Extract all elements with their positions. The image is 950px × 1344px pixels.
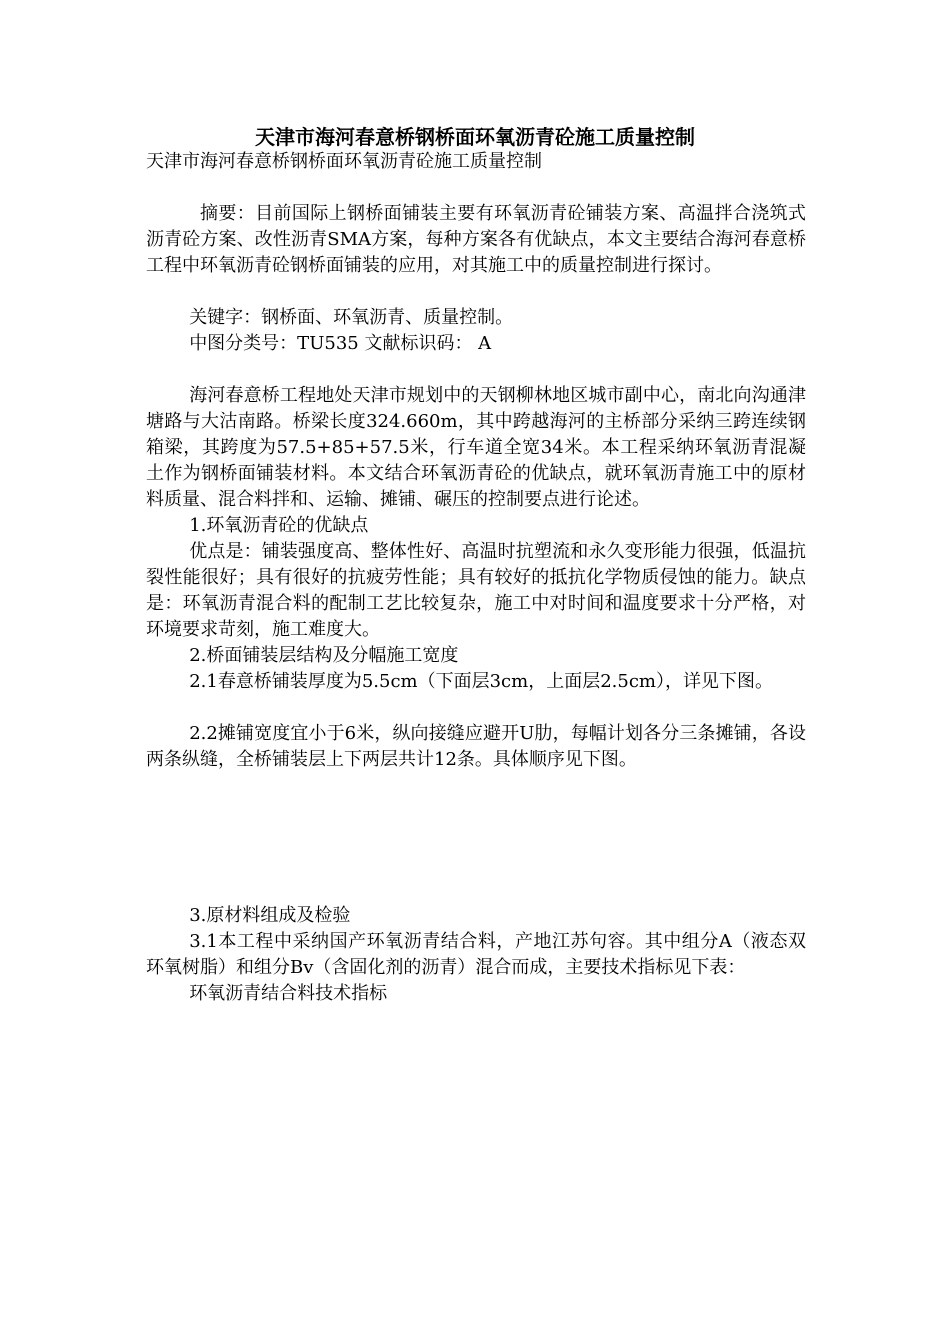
classification-line: 中图分类号：TU535 文献标识码： A	[189, 333, 492, 354]
document-title: 天津市海河春意桥钢桥面环氧沥青砼施工质量控制	[255, 125, 695, 149]
section3-1-paragraph: 3.1本工程中采纳国产环氧沥青结合料，产地江苏句容。其中组分A（液态双环氧树脂）和组分Bv（含固化剂的沥青）混合而成，主要技术指标见下表：	[146, 931, 806, 978]
document-subtitle: 天津市海河春意桥钢桥面环氧沥青砼施工质量控制	[146, 151, 542, 172]
section2-1-paragraph: 2.1春意桥铺装厚度为5.5cm（下面层3cm，上面层2.5cm），详见下图。	[189, 671, 773, 692]
spacer	[146, 695, 806, 721]
keywords-line: 关键字：钢桥面、环氧沥青、质量控制。	[189, 307, 514, 328]
section2-heading: 2.桥面铺装层结构及分幅施工宽度	[189, 645, 459, 666]
section2-2-paragraph: 2.2摊铺宽度宜小于6米，纵向接缝应避开U肋，每幅计划各分三条摊铺，各设两条纵缝，全桥铺装层上下两层共计12条。具体顺序见下图。	[146, 723, 806, 770]
spacer	[146, 279, 806, 305]
spacer	[146, 175, 806, 201]
intro-paragraph: 海河春意桥工程地处天津市规划中的天钢柳林地区城市副中心，南北向沟通津塘路与大沽南路。桥梁长度324.660m，其中跨越海河的主桥部分采纳三跨连续钢箱梁，其跨度为57.5+85+57.5米，行车道全宽34米。本工程采纳环氧沥青混凝土作为钢桥面铺装材料。本文结合环氧沥青砼的优缺点，就环氧沥青施工中的原材料质量、混合料拌和、运输、摊铺、碾压的控制要点进行论述。	[146, 385, 806, 510]
section1-heading: 1.环氧沥青砼的优缺点	[189, 515, 369, 536]
table-caption: 环氧沥青结合料技术指标	[189, 983, 388, 1004]
section3-heading: 3.原材料组成及检验	[189, 905, 351, 926]
section1-paragraph: 优点是：铺装强度高、整体性好、高温时抗塑流和永久变形能力很强，低温抗裂性能很好；具有很好的抗疲劳性能；具有较好的抵抗化学物质侵蚀的能力。缺点是：环氧沥青混合料的配制工艺比较复杂，施工中对时间和温度要求十分严格，对环境要求苛刻，施工难度大。	[146, 541, 806, 640]
document-body	[146, 149, 806, 1007]
spacer	[146, 357, 806, 383]
abstract-paragraph: 摘要：目前国际上钢桥面铺装主要有环氧沥青砼铺装方案、高温拌合浇筑式沥青砼方案、改性沥青SMA方案，每种方案各有优缺点，本文主要结合海河春意桥工程中环氧沥青砼钢桥面铺装的应用，对其施工中的质量控制进行探讨。	[146, 203, 806, 276]
figure-placeholder	[146, 773, 806, 903]
